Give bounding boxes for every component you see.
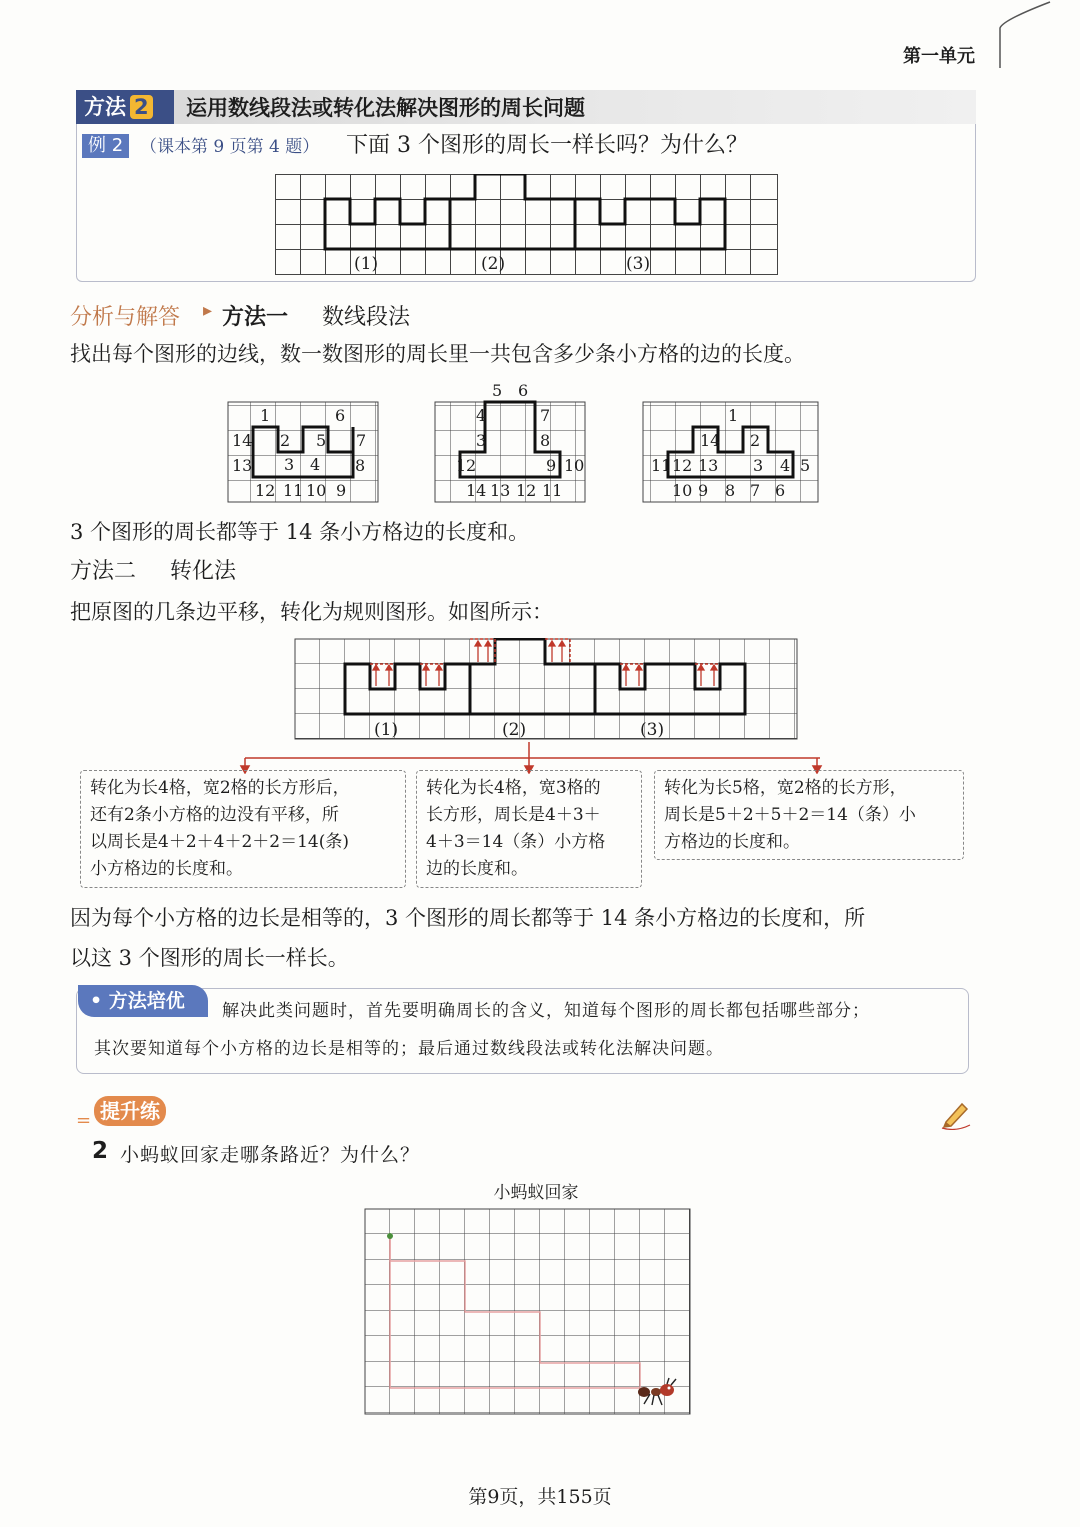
- note-3-line-2: 周长是5＋2＋5＋2＝14（条）小: [664, 805, 916, 825]
- note-box-1: [80, 770, 406, 888]
- note-2-line-3: 4＋3＝14（条）小方格: [426, 832, 606, 852]
- conclusion-line-2: 以这 3 个图形的周长一样长。: [70, 946, 349, 970]
- method-title: 运用数线段法或转化法解决图形的周长问题: [186, 96, 585, 120]
- method2-description: 把原图的几条边平移，转化为规则图形。如图所示：: [70, 600, 553, 624]
- edge-number-fig3-12: 12: [672, 456, 693, 475]
- tips-line-1: 解决此类问题时，首先要明确周长的含义，知道每个图形的周长都包括哪些部分；: [222, 1001, 870, 1021]
- example-source: （课本第 9 页第 4 题）: [140, 137, 320, 157]
- note-3-line-3: 方格边的长度和。: [664, 832, 800, 852]
- edge-number-fig1-13: 13: [232, 456, 253, 475]
- note-1-line-3: 以周长是4＋2＋4＋2＋2＝14(条): [90, 832, 349, 852]
- example-tag: 例 2: [82, 134, 129, 158]
- edge-number-fig3-14: 14: [700, 431, 721, 450]
- edge-number-fig2-8: 8: [540, 431, 551, 450]
- example-label-3: (3): [626, 254, 651, 274]
- note-3-line-1: 转化为长5格，宽2格的长方形，: [664, 778, 907, 798]
- edge-number-fig2-5: 5: [492, 381, 503, 400]
- method-tag-text: 方法: [84, 95, 126, 119]
- edge-number-fig2-2: 2: [466, 456, 477, 475]
- question-text: 小蚂蚁回家走哪条路近？为什么？: [120, 1144, 421, 1166]
- edge-number-fig3-3: 3: [753, 456, 764, 475]
- note-box-2: [416, 770, 642, 888]
- home-point: [387, 1233, 393, 1239]
- edge-number-fig3-4: 4: [780, 456, 791, 475]
- edge-number-fig3-2: 2: [750, 431, 761, 450]
- page-corner-decoration: [995, 0, 1055, 70]
- example-label-2: (2): [481, 254, 506, 274]
- edge-number-fig3-10: 10: [672, 481, 693, 500]
- method2-label: 方法二: [70, 559, 137, 584]
- edge-number-fig1-6: 6: [335, 406, 346, 425]
- edge-number-fig3-9: 9: [698, 481, 709, 500]
- edge-number-fig1-4: 4: [310, 455, 321, 474]
- edge-number-fig1-9: 9: [336, 481, 347, 500]
- example-label-1: (1): [354, 254, 379, 274]
- method1-label: 方法一: [222, 305, 289, 330]
- edge-number-fig1-3: 3: [284, 455, 295, 474]
- practice-marker: =: [76, 1110, 92, 1131]
- edge-number-fig3-5: 5: [800, 456, 811, 475]
- edge-number-fig2-9: 9: [546, 456, 557, 475]
- method2-name: 转化法: [170, 559, 237, 584]
- pencil-icon: [940, 1098, 972, 1130]
- ant-home-grid: [364, 1208, 692, 1418]
- method-tag: [76, 90, 174, 124]
- edge-number-fig3-11: 11: [651, 456, 672, 475]
- note-box-3: [654, 770, 964, 860]
- edge-number-fig2-1: 1: [456, 456, 467, 475]
- arrow-bullet-icon: ▸: [203, 300, 213, 321]
- practice-tag: 提升练: [94, 1096, 166, 1126]
- transformation-grid-figure: [294, 638, 800, 742]
- note-1-line-2: 还有2条小方格的边没有平移，所: [90, 805, 339, 825]
- example-grid-figure: [275, 174, 779, 278]
- edge-number-fig1-8: 8: [355, 456, 366, 475]
- method1-name: 数线段法: [322, 305, 411, 330]
- edge-number-fig2-7: 7: [540, 406, 551, 425]
- edge-number-fig1-7: 7: [356, 431, 367, 450]
- edge-number-fig2-11: 11: [542, 481, 563, 500]
- edge-number-fig1-2: 2: [280, 431, 291, 450]
- edge-number-fig3-6: 6: [775, 481, 786, 500]
- transform-label-3: (3): [640, 720, 665, 740]
- edge-number-fig2-14: 14: [466, 481, 487, 500]
- edge-number-fig3-1: 1: [728, 406, 739, 425]
- edge-number-fig2-13: 13: [490, 481, 511, 500]
- edge-number-fig1-14: 14: [232, 431, 253, 450]
- edge-number-fig3-7: 7: [750, 481, 761, 500]
- edge-number-fig3-13: 13: [698, 456, 719, 475]
- note-1-line-4: 小方格边的长度和。: [90, 859, 243, 879]
- tips-line-2: 其次要知道每个小方格的边长是相等的；最后通过数线段法或转化法解决问题。: [94, 1039, 724, 1059]
- question-number: 2: [92, 1138, 109, 1164]
- note-2-line-1: 转化为长4格，宽3格的: [426, 778, 601, 798]
- edge-number-fig3-8: 8: [725, 481, 736, 500]
- unit-label: 第一单元: [903, 46, 975, 67]
- page-footer: 第9页，共155页: [468, 1486, 612, 1508]
- analysis-title: 分析与解答: [70, 305, 181, 330]
- method-number: 2: [130, 95, 153, 119]
- edge-number-fig1-12: 12: [255, 481, 276, 500]
- tips-tag: • 方法培优: [78, 985, 208, 1017]
- edge-number-fig2-10: 10: [564, 456, 585, 475]
- conclusion-line-1: 因为每个小方格的边长是相等的，3 个图形的周长都等于 14 条小方格边的长度和，所: [70, 906, 866, 930]
- ant-grid-title: 小蚂蚁回家: [493, 1183, 579, 1203]
- method1-result: 3 个图形的周长都等于 14 条小方格边的长度和。: [70, 520, 530, 544]
- note-connector-arrows: [230, 740, 830, 774]
- edge-number-fig2-6: 6: [518, 381, 529, 400]
- edge-number-fig1-5: 5: [316, 431, 327, 450]
- transform-label-1: (1): [374, 720, 399, 740]
- tips-tag-text: 方法培优: [108, 990, 185, 1012]
- edge-number-fig1-1: 1: [260, 406, 271, 425]
- transform-label-2: (2): [502, 720, 527, 740]
- note-2-line-2: 长方形，周长是4＋3＋: [426, 805, 601, 825]
- method1-description: 找出每个图形的边线，数一数图形的周长里一共包含多少条小方格的边的长度。: [70, 342, 805, 366]
- example-question: 下面 3 个图形的周长一样长吗？为什么？: [346, 133, 748, 158]
- edge-number-fig2-4: 4: [476, 406, 487, 425]
- note-1-line-1: 转化为长4格，宽2格的长方形后，: [90, 778, 350, 798]
- note-2-line-4: 边的长度和。: [426, 859, 528, 879]
- edge-number-fig2-12: 12: [516, 481, 537, 500]
- edge-number-fig2-3: 3: [476, 431, 487, 450]
- edge-number-fig1-11: 11: [283, 481, 304, 500]
- edge-number-fig1-10: 10: [306, 481, 327, 500]
